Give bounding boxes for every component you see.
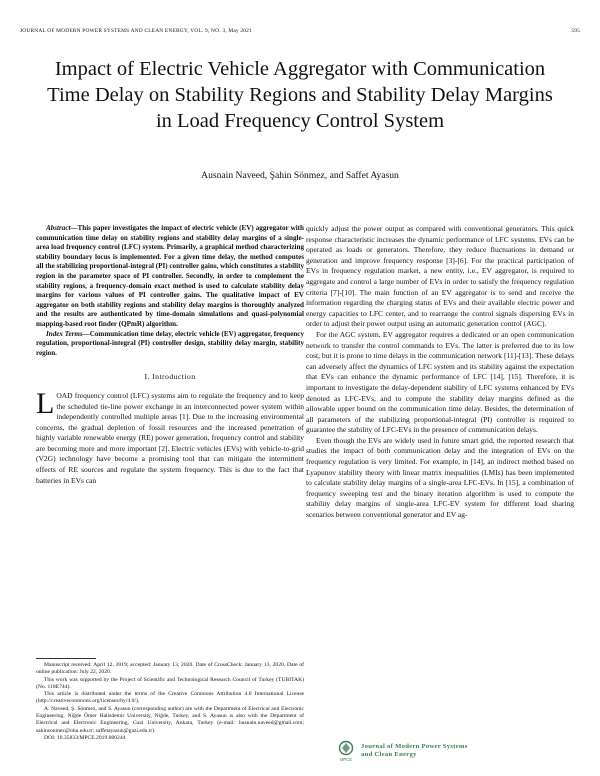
abstract-text: —This paper investigates the impact of electric vehicle (EV) aggregator with communication time delay on stability regions and stability delay margins of a single-area load frequency control (LFC) system. Primarily, a graphical method characterizing stability boundary locus is implemented. For a given time delay, the method computes all the stabilizing proportional-integral (PI) controller gains, which constitutes a stability region in the parameter space of PI controller. Secondly, in order to complement the stability regions, a frequency-domain exact method is used to calculate stability delay margins for various values of PI controller gains. The qualitative impact of EV aggregator on both stability regions and stability delay margins is thoroughly analyzed and the results are authenticated by time-domain simulations and quasi-polynomial mapping-based root finder (QPmR) algorithm. (36, 224, 304, 328)
footnote-affiliations: A. Naveed, Ş. Sönmez, and S. Ayasun (corresponding author) are with the Department of Electrical and Electronic Engineering, Niğde Ömer Halisdemir University, Niğde, Turkey, and S. Ayasun is also with the Department of Electrical and Electronic Engineering, Gazi University, Ankara, Turkey (e-mail: husnain.naveed@gmail.com; sahinsonmez@ohu.edu.tr; saffetayasun@gazi.edu.tr). (36, 705, 304, 734)
footnote-funding: This work was supported by the Project of Scientific and Technological Research Council of Turkey (TUBITAK) (No. 118E744). (36, 676, 304, 690)
footnote-license: This article is distributed under the terms of the Creative Commons Attribution 4.0 International License (http://creativecommons.org/licenses/by/4.0/). (36, 691, 304, 705)
intro-paragraph-1 (36, 386, 304, 486)
running-head (20, 28, 580, 34)
footnotes (36, 662, 304, 742)
journal-logo-line-1: Journal of Modern Power Systems (361, 743, 468, 750)
index-terms (36, 330, 304, 359)
intro-paragraph-2: For the AGC system, EV aggregator requires a dedicated or an open communication network to transfer the control commands to EVs. The latter is preferred due to its low cost, but it is prone to time delays in the communication network [11]-[13]. These delays can adversely affect the dynamics of LFC system and its stability against the expectation that EVs can enhance the dynamic performance of LFC [14], [15]. Therefore, it is important to investigate the delay-dependent stability of LFC systems enhanced by EVs denoted as LFC-EVs, and to compute the stability delay margins defined as the allowable upper bound on the communication time delay. Besides, the determination of all parameters of the stabilizing proportional-integral (PI) controller is required to guarantee the stability of LFC-EVs in the presence of communication delays. (306, 329, 574, 435)
section-heading-introduction: I. Introduction (144, 372, 196, 382)
journal-logo-icon (336, 740, 356, 762)
journal-logo-text (361, 743, 468, 759)
author-list: Ausnain Naveed, Şahin Sönmez, and Saffet Ayasun (201, 170, 399, 181)
left-column (36, 224, 304, 486)
intro-paragraph-3: Even though the EVs are widely used in future smart grid, the reported research that studies the impact of both communication delay and the integration of EVs on the frequency regulation is very limited. For example, in [14], an indirect method based on Lyapunov stability theory with linear matrix inequalities (LMIs) has been implemented to calculate stability delay margins of a single-area LFC-EVs. In [15], a combination of frequency sweeping test and the binary iteration algorithm is used to compute the stability delay margins of single-area LFC-EV system for different load sharing scenarios between conventional generator and EV ag- (306, 435, 574, 520)
index-terms-lead: Index Terms (46, 329, 83, 338)
drop-cap: L (36, 386, 55, 420)
intro-paragraph-1-text: OAD frequency control (LFC) systems aim to regulate the frequency and to keep the scheduled tie-line power exchange in an interconnected power system within independently controlled multiple areas [1]. Due to the increasing environmental concerns, the gradual depletion of fossil resources and the increased penetration of highly variable renewable energy (RE) power generation, frequency control and stability are becoming more and more important [2]. Electric vehicles (EVs) with vehicle-to-grid (V2G) technology have become a promising tool that can mitigate the intermittent effects of RE sources and regulate the system frequency. This is due to the fact that batteries in EVs can (36, 390, 304, 485)
intro-paragraph-1-continued: quickly adjust the power output as compared with conventional generators. This quick response characteristic increases the dynamic performance of LFC systems. EVs can be operated as loads or generators. Therefore, they reduce fluctuations in demand or generation and improve frequency response [3]-[6]. For the practical participation of EVs in frequency regulation market, a new entity, i.e., EV aggregator, is required to aggregate and control a large number of EVs in order to satisfy the frequency regulation criteria [7]-[10]. The main function of an EV aggregator is to send and receive the information regarding the charging status of EVs and their available electric power and energy capacities to LFC center, and to rearrange the control signals dispersing EVs in order to adjust their power output using an automatic generation control (AGC). (306, 224, 574, 329)
journal-logo (336, 740, 468, 762)
page-number: 595 (571, 28, 580, 34)
footnote-divider (36, 658, 96, 659)
abstract-lead: Abstract (46, 224, 71, 232)
abstract (36, 224, 304, 330)
paper-title: Impact of Electric Vehicle Aggregator with Communication Time Delay on Stability Regions and Stability Delay Margins in Load Frequency Control System (47, 58, 553, 132)
right-column (306, 224, 574, 521)
footnote-dates: Manuscript received: April 12, 2019; accepted: January 13, 2020. Date of CrossCheck: January 13, 2020. Date of online publication: July 22, 2020. (36, 662, 304, 676)
logo-mark-label: MPCE (339, 757, 353, 762)
journal-line: JOURNAL OF MODERN POWER SYSTEMS AND CLEAN ENERGY, VOL. 9, NO. 3, May 2021 (20, 28, 252, 34)
footnote-doi: DOI: 10.35833/MPCE.2019.000244 (44, 734, 126, 741)
index-terms-text: —Communication time delay, electric vehicle (EV) aggregator, frequency regulation, proportional-integral (PI) controller design, stability delay margin, stability region. (36, 329, 305, 357)
journal-logo-line-2: and Clean Energy (361, 751, 417, 758)
